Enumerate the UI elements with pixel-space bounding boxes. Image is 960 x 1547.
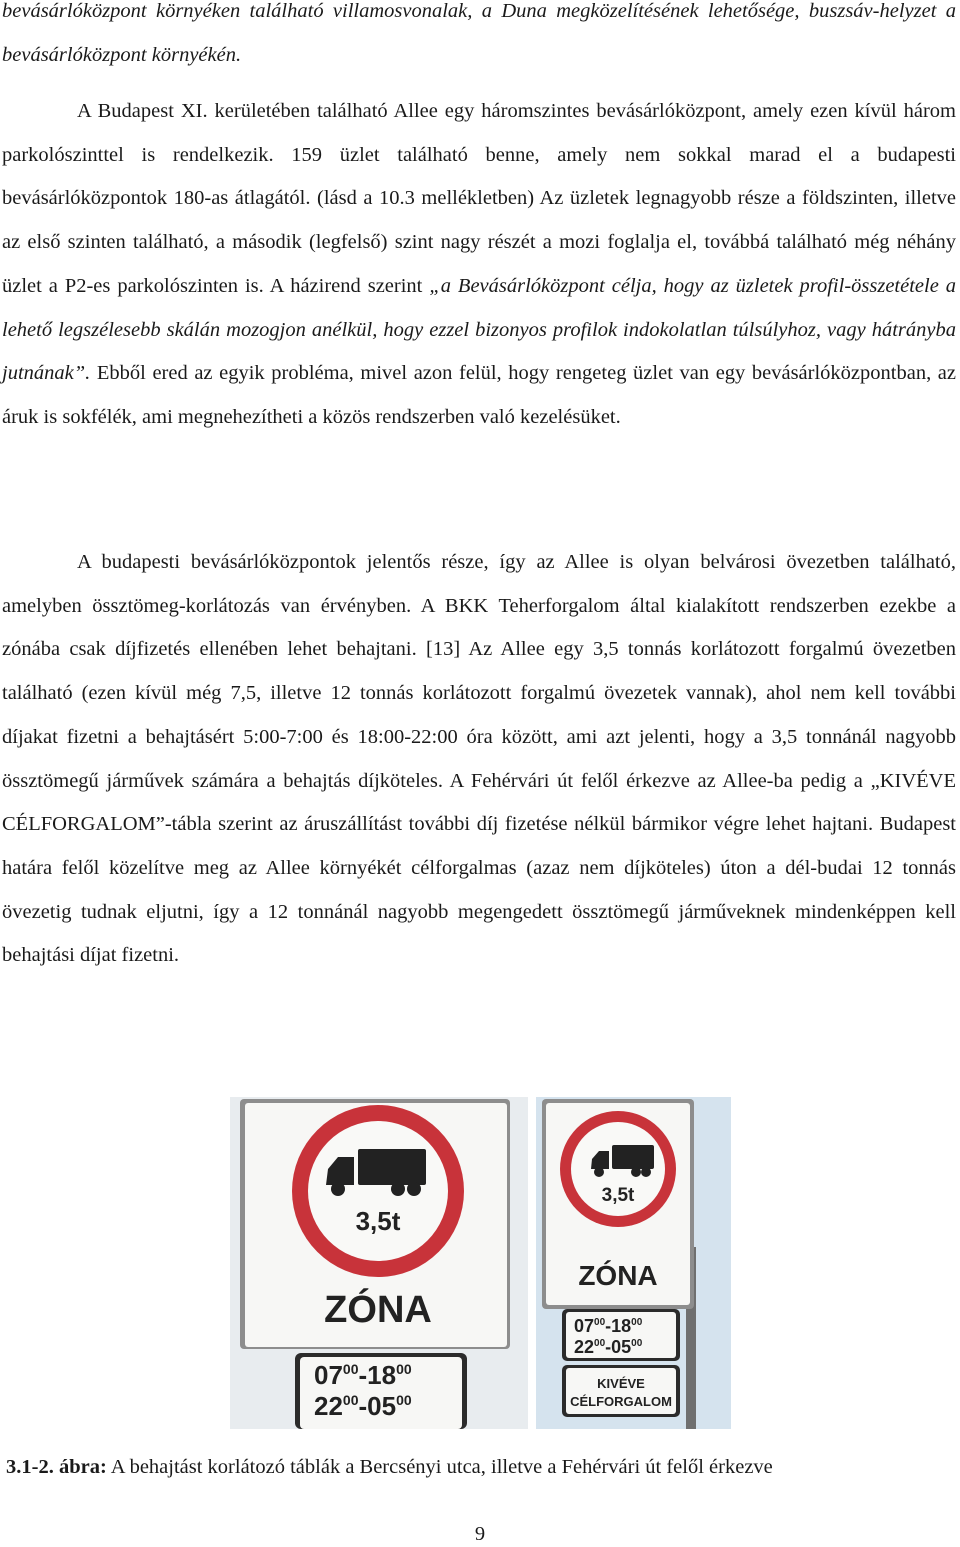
right-except-line2: CÉLFORGALOM xyxy=(570,1394,672,1409)
right-sign-photo xyxy=(536,1097,731,1429)
figure-caption-label: 3.1-2. ábra: xyxy=(6,1456,107,1478)
figure-caption xyxy=(6,1456,960,1479)
left-sign-graphic xyxy=(230,1097,528,1429)
right-time-1: $07^{00}-18^{00}$ xyxy=(574,1316,643,1336)
right-sign-graphic xyxy=(536,1097,731,1429)
page-number: 9 xyxy=(474,1523,486,1545)
left-sign-photo xyxy=(230,1097,528,1429)
right-time-2: $22^{00}-05^{00}$ xyxy=(574,1337,643,1357)
right-except-line1: KIVÉVE xyxy=(597,1376,645,1391)
house-rules-quote: „a Bevásárlóközpont célja, hogy az üzletek profil-összetétele a lehető legszélesebb skálán mozogjon anélkül, hogy ezzel bizonyos profilok indokolatlan túlsúlyhoz, vagy hátrányba jutnának”. xyxy=(2,274,957,385)
figure-caption-text: A behajtást korlátozó táblák a Bercsényi utca, illetve a Fehérvári út felől érkezve xyxy=(106,1456,773,1478)
paragraph-allee-part2: Ebből ered az egyik probléma, mivel azon felül, hogy rengeteg üzlet van egy bevásárlóközpontban, az áruk is sokfélék, ami megnehezítheti a közös rendszerben való kezelésüket. xyxy=(2,362,956,428)
left-weight-label: 3,5t xyxy=(355,1206,401,1236)
traffic-sign-figure xyxy=(230,1097,731,1429)
intro-italic-text: bevásárlóközpont környéken található villamosvonalak, a Duna megközelítésének lehetősége, buszsáv-helyzet a bevásárlóközpont környékén. xyxy=(2,0,956,66)
left-zone-label: ZÓNA xyxy=(324,1289,432,1331)
right-zone-label: ZÓNA xyxy=(578,1260,658,1291)
paragraph-allee xyxy=(2,90,956,440)
left-time-1: $07^{00}-18^{00}$ xyxy=(314,1360,412,1390)
paragraph-zone: A budapesti bevásárlóközpontok jelentős része, így az Allee is olyan belvárosi övezetben található, amelyben össztömeg-korlátozás van érvényben. A BKK Teherforgalom által kialakított rendszerben ezekbe a zónába csak díjfizetés ellenében lehet behajtani. [13] Az Allee egy 3,5 tonnás korlátozott forgalmú övezetben található (ezen kívül még 7,5, illetve 12 tonnás korlátozott forgalmú övezetek vannak), ahol nem kell további díjakat fizetni a behajtásért 5:00-7:00 és 18:00-22:00 óra között, ami azt jelenti, hogy a 3,5 tonnánál nagyobb össztömegű járművek számára a behajtás díjköteles. A Fehérvári út felől érkezve az Allee-ba pedig a „KIVÉVE CÉLFORGALOM”-tábla szerint az áruszállítást további díj fizetése nélkül bármikor végre lehet hajtani. Budapest határa felől közelítve meg az Allee környékét célforgalmas (azaz nem díjköteles) úton a dél-budai 12 tonnás övezetig tudnak eljutni, így a 12 tonnánál nagyobb megengedett össztömegű járműveknek mindenképpen kell behajtási díjat fizetni. xyxy=(2,551,956,967)
right-weight-label: 3,5t xyxy=(601,1185,635,1206)
left-time-2: $22^{00}-05^{00}$ xyxy=(314,1391,412,1421)
paragraph-allee-part1: A Budapest XI. kerületében található Allee egy háromszintes bevásárlóközpont, amely ezen kívül három parkolószinttel is rendelkezik. 159 üzlet található benne, amely nem sokkal marad el a budapesti bevásárlóközpontok 180-as átlagától. (lásd a 10.3 mellékletben) Az üzletek legnagyobb része a földszinten, illetve az első szinten található, a második (legfelső) szint nagy részét a mozi foglalja el, továbbá található még néhány üzlet a P2-es parkolószinten is. A házirend szerint xyxy=(2,100,956,297)
